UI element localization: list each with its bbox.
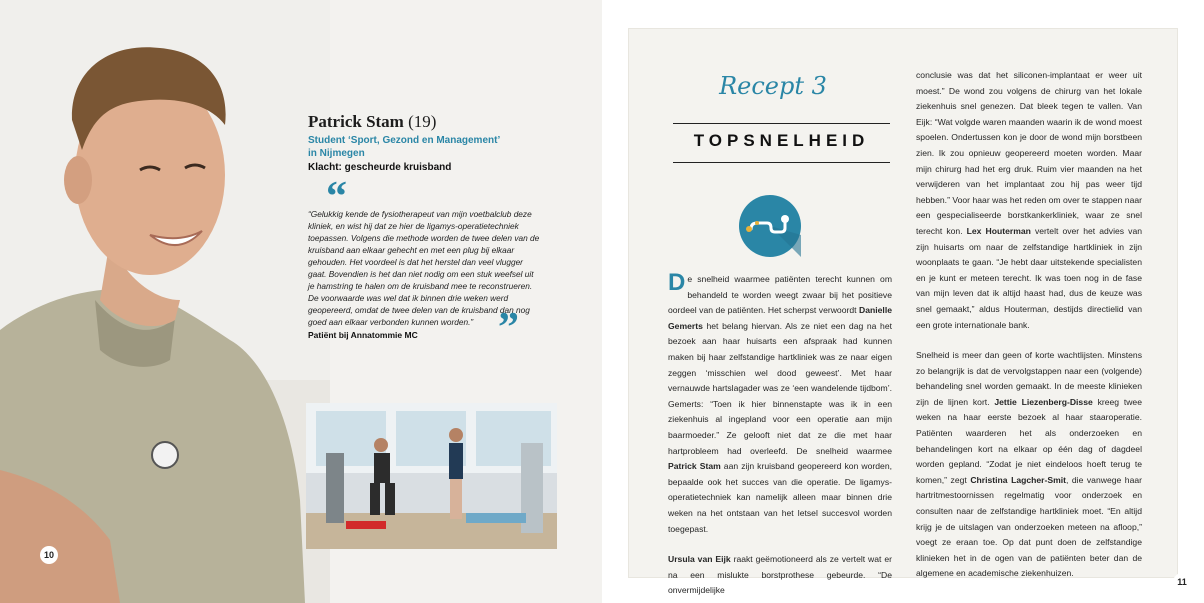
article-column-right	[916, 68, 1142, 582]
open-quote-icon: “	[326, 174, 343, 220]
text-run: e snelheid waarmee patiënten terecht kunnen om behandeld te worden weegt zwaar bij het positieve oordeel van de patiënten. Het scherpst verwoordt	[668, 274, 892, 316]
person-name: Danielle Gemerts	[668, 305, 892, 331]
person-name: Jettie Liezenberg-Disse	[994, 396, 1093, 407]
person-name: Lex Houterman	[966, 225, 1031, 236]
text-run: het belang hiervan. Als ze niet een dag na het bezoek aan haar huisarts een afspraak had kunnen maken bij haar zelfstandige hartkliniek was ze naar eigen zeggen ‘misschien wel dood geweest’. Met haar vernauwde hartslagader was ze ‘een wandelende tijdbom’. Gemerts: “Toen ik hier binnenstapte was ik in een ziekenhuis al ingepland voor een operatie aan mijn baarmoeder.” Ze gelooft niet dat ze die met haar hartprobleem had overleefd. De snelheid waarmee	[668, 320, 892, 456]
page-number-right: 11	[1173, 573, 1191, 591]
text-run: conclusie was dat het siliconen-implantaat er weer uit moest.” De wond zou volgens de chirurg van het lokale ziekenhuis snel genezen. Dat bleek tegen te vallen. Van Eijk: “Wat volgde waren maanden waarin ik de wond moest spoelen. Ondertussen kon je door de wond mijn borstbeen zien. Ik zou opnieuw geopereerd moeten worden. Maar mijn chirurg had het erg druk. Ruim vier maanden na het verwijderen van het implantaat zou hij pas weer tijd hebben.” Voor haar was het reden om over te stappen naar een gespecialiseerde borstkankerkliniek, waar ze snel terecht kon.	[916, 70, 1142, 236]
paragraph	[668, 269, 892, 537]
article-column-left	[668, 269, 892, 599]
person-name: Christina Lagcher-Smit	[970, 474, 1066, 485]
close-quote-icon: ”	[498, 305, 515, 351]
text-run: vertelt over het advies van zijn huisarts om naar de zelfstandige hartkliniek in zijn woonplaats te gaan. “Je hebt daar uitstekende specialisten en je kunt er meteen terecht. Ik was toen nog in de fase van mijn leven dat ik altijd haast had, dus de keuze was snel gemaakt,” aldus Houterman, destijds directielid van een grote internationale bank.	[916, 225, 1143, 330]
article-panel	[628, 28, 1187, 596]
patient-name: Patrick Stam	[308, 112, 404, 131]
patient-profile	[308, 112, 558, 173]
right-page	[602, 0, 1204, 603]
patient-age: (19)	[403, 112, 437, 131]
paragraph	[668, 552, 892, 599]
title-rule-bottom	[673, 162, 890, 163]
title-rule-top	[673, 123, 890, 124]
stethoscope-icon	[739, 195, 801, 257]
article-title: TOPSNELHEID	[693, 131, 870, 150]
paragraph	[916, 348, 1142, 582]
portrait-photo	[0, 0, 330, 603]
person-name: Ursula van Eijk	[668, 554, 731, 565]
dropcap: D	[668, 269, 686, 296]
patient-role-line-1: Student ‘Sport, Gezond en Management’	[308, 135, 501, 146]
gym-photo	[306, 403, 557, 549]
patient-role	[308, 134, 558, 160]
text-run: Snelheid is meer dan geen of korte wachtlijsten. Minstens zo belangrijk is dat de vervolgstappen naar een (volgende) behandeling snel worden gemaakt. In de meeste klinieken zijn de lijnen kort.	[916, 350, 1142, 407]
person-name: Patrick Stam	[668, 461, 721, 472]
patient-quote: “Gelukkig kende de fysiotherapeut van mijn voetbalclub deze kliniek, en wist hij dat ze hier de ligamys-operatietechniek toepassen. Volgens die methode worden de twee delen van de kruisband aan elkaar gehecht en met een plug bij elkaar gehouden. Het voordeel is dat het herstel dan veel vlugger gaat. Bovendien is het dan niet nodig om een stuk weefsel uit je hamstring te halen om de kruisband mee te reconstrueren. De voorwaarde was wel dat ik binnen drie weken werd geopereerd, omdat de twee delen van de kruisband dan nog goed aan elkaar verbonden kunnen worden.”	[308, 209, 540, 327]
text-run: aan zijn kruisband geopereerd kon worden, bepaalde ook het succes van die operatie. De ligamys-operatietechniek kan namelijk alleen maar binnen drie weken na het ontstaan van het letsel succesvol worden toegepast.	[668, 461, 892, 534]
recipe-label: Recept 3	[719, 72, 827, 100]
text-run: , die vanwege haar hartritmestoornissen regelmatig voor onderzoek en consulten naar de zelfstandige hartkliniek moet. “En altijd krijg je de uitslagen van onderzoeken meteen na afloop,” voegt ze eraan toe. Op dat punt doen de zelfstandige klinieken het in de ogen van de patiënten beter dan de algemene en academische ziekenhuizen.	[916, 474, 1142, 579]
text-run: kreeg twee weken na haar eerste bezoek al haar staaroperatie. Patiënten waarderen het als onderzoeken en behandelingen kort na elkaar op één dag of dagdeel worden gepland. “Zodat je niet eindeloos hoeft terug te komen,” zegt	[916, 396, 1142, 485]
patient-role-line-2: in Nijmegen	[308, 148, 365, 159]
quote-source: Patiënt bij Annatommie MC	[308, 330, 418, 340]
patient-complaint: Klacht: gescheurde kruisband	[308, 162, 452, 173]
text-run: raakt geëmotioneerd als ze vertelt wat er na een mislukte borstprothese gebeurde. “De onvermijdelijke	[668, 554, 892, 596]
paragraph	[916, 68, 1142, 333]
page-number-left: 10	[40, 546, 58, 564]
